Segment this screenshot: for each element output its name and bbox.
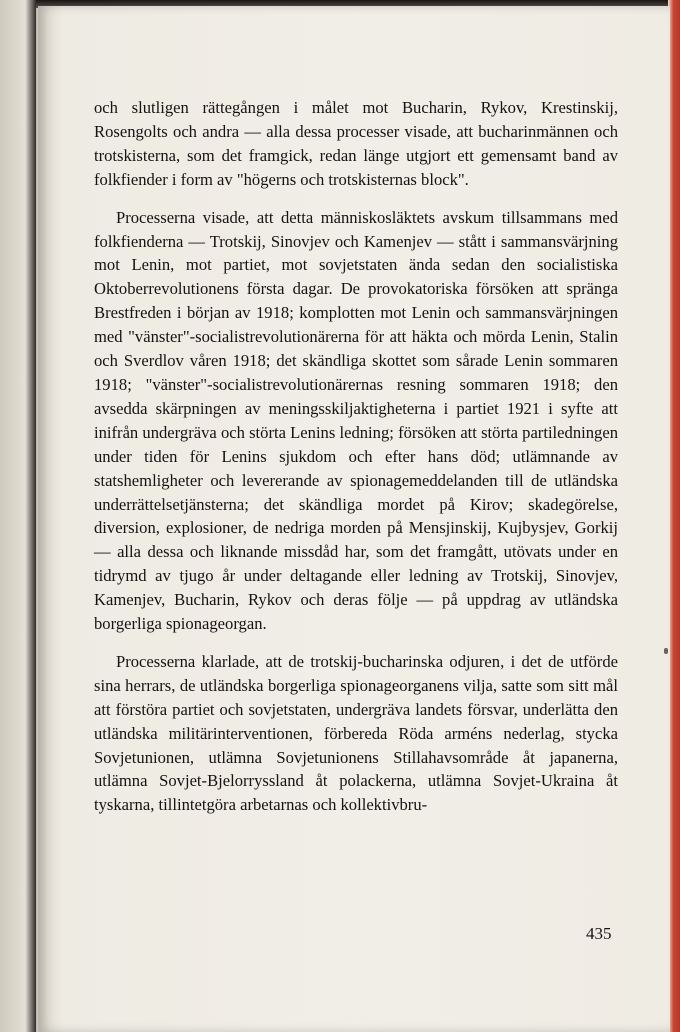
margin-speck [664,648,668,654]
book-page [38,6,670,1032]
paragraph-2: Processerna visade, att detta människosläktets avskum tillsammans med folkfienderna — Trotskij, Sinovjev och Kamenjev — stått i sammansvärjning mot Lenin, mot partiet, mot sovjetstaten ända sedan den socialistiska Oktoberrevolutionens första dagar. De provokatoriska försöken att spränga Brestfreden i början av 1918; komplotten mot Lenin och sammansvärjningen med "vänster"-socialistrevolutionärerna för att häkta och mörda Lenin, Stalin och Sverdlov våren 1918; det skändliga skottet som sårade Lenin sommaren 1918; "vänster"-socialistrevolutionärernas resning sommaren 1918; den avsedda skärpningen av meningsskiljaktigheterna i partiet 1921 i syfte att inifrån undergräva och störta Lenins ledning; försöken att störta partiledningen under tiden för Lenins sjukdom och efter hans död; utlämnande av statshemligheter och levererande av spionagemeddelanden till de utländska underrättelsetjänsterna; det skändliga mordet på Kirov; skadegörelse, diversion, explosioner, de nedriga morden på Mensjinskij, Kujbysjev, Gorkij — alla dessa och liknande missdåd har, som det framgått, utövats under en tidrymd av tjugo år under deltagande eller ledning av Trotskij, Sinovjev, Kamenjev, Bucharin, Rykov och deras följe — på uppdrag av utländska borgerliga spionageorgan. [94,207,618,634]
body-text [94,96,618,817]
left-page-edge [0,0,36,1032]
paragraph-3: Processerna klarlade, att de trotskij-bucharinska odjuren, i det de utförde sina herrars, de utländska borgerliga spionageorganens vilja, satte som sitt mål att förstöra partiet och sovjetstaten, undergräva landets försvar, underlätta den utländska militärinterventionen, förbereda Röda arméns nederlag, stycka Sovjetunionen, utlämna Sovjetunionens Stillahavsområde åt japanerna, utlämna Sovjet-Bjelorryssland åt polackerna, utlämna Sovjet-Ukraina åt tyskarna, tillintetgöra arbetarnas och kollektivbru- [94,651,618,815]
paragraph-1: och slutligen rättegången i målet mot Bucharin, Rykov, Krestinskij, Rosengolts och andra — alla dessa processer visade, att bucharinmännen och trotskisterna, som det framgick, redan länge utgjort ett gemensamt band av folkfiender i form av "högerns och trotskisternas block". [94,98,618,189]
page-number: 435 [586,924,612,943]
